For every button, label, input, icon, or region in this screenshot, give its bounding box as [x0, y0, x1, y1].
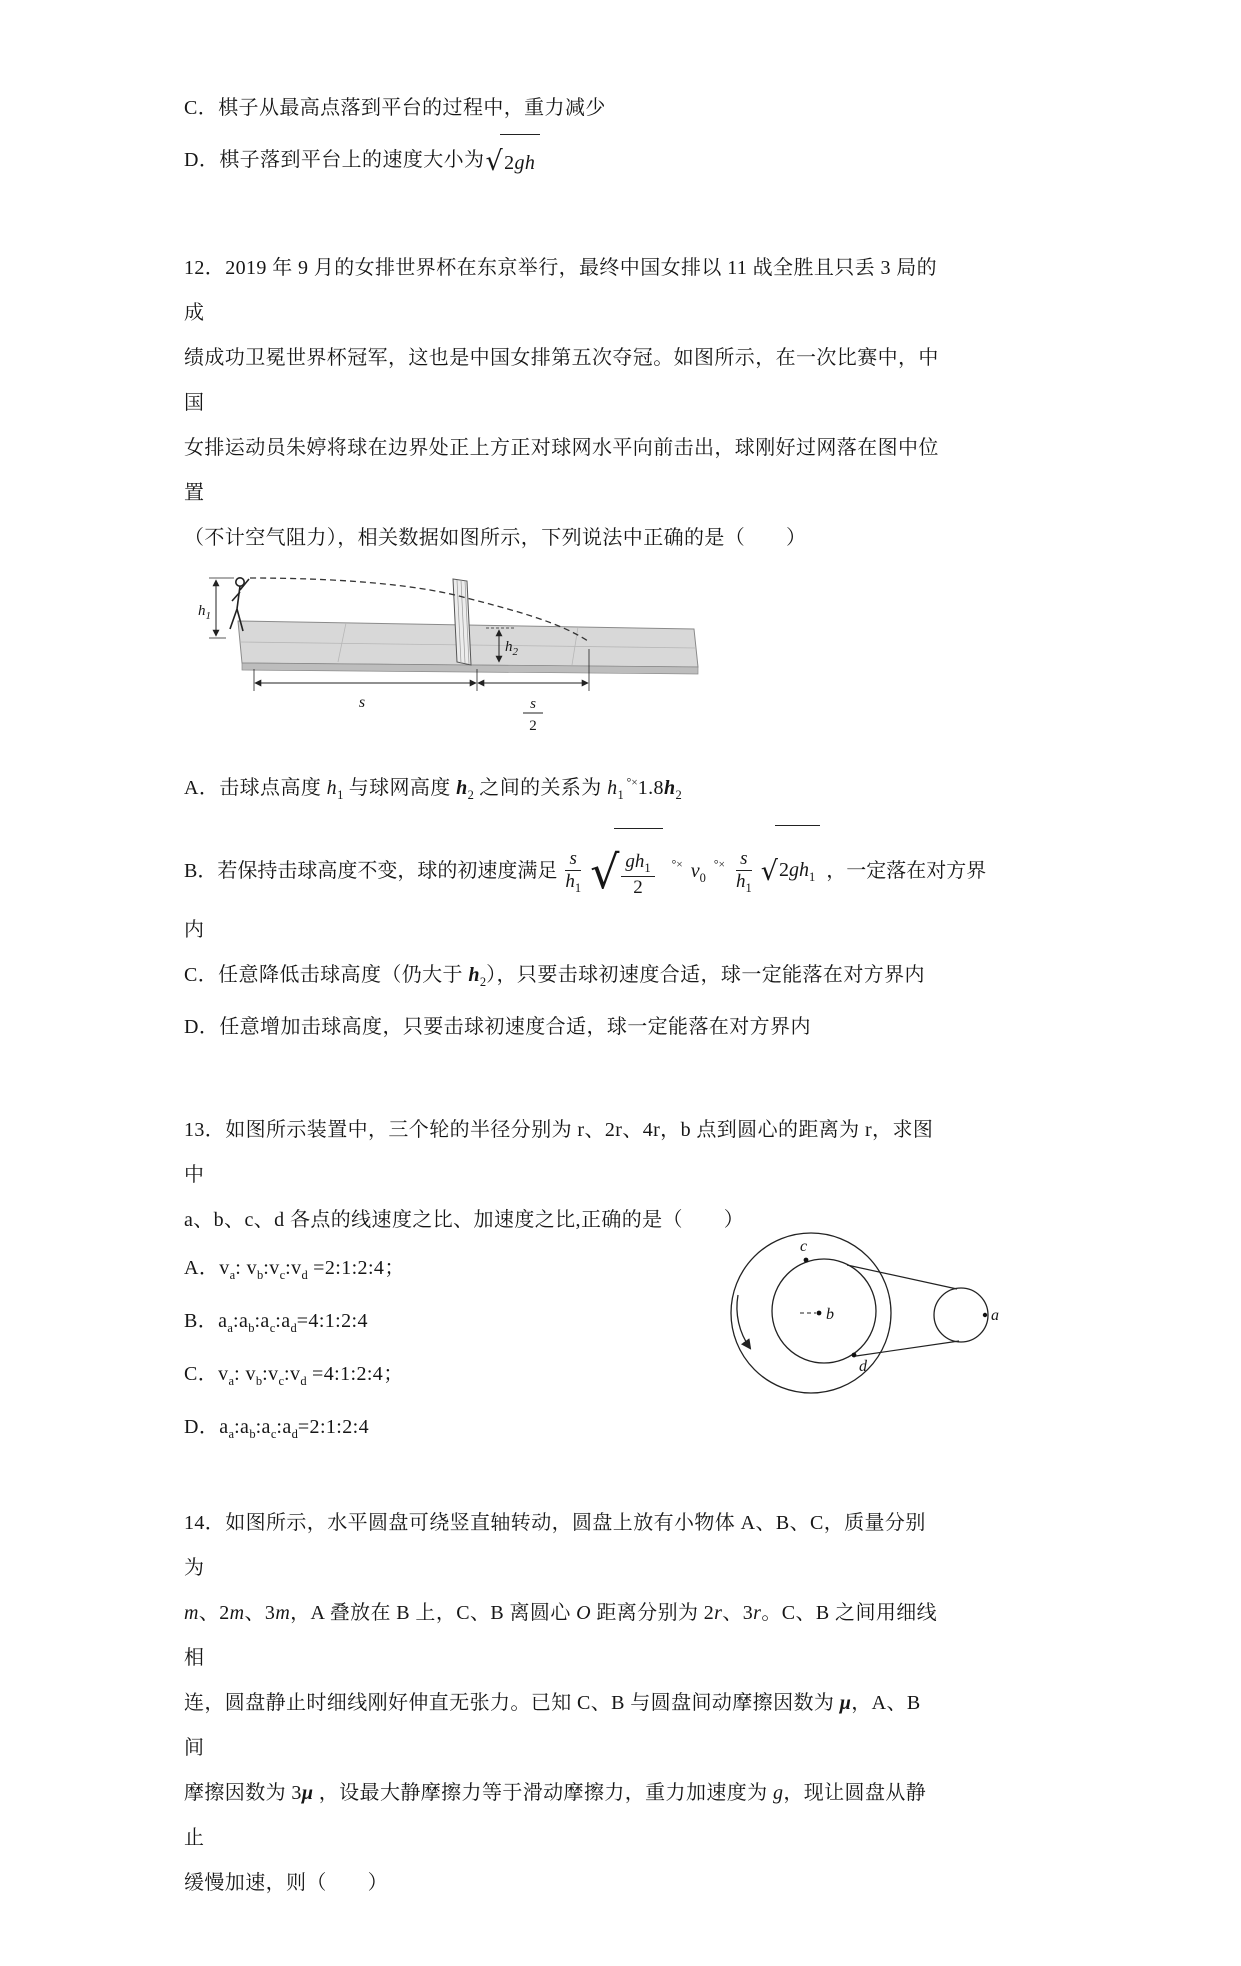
fraction-s-over-h1: $\frac{s}{h_1}$ [735, 848, 752, 895]
q12-option-c: C．任意降低击球高度（仍大于 $h_2$），只要击球初速度合适，球一定能落在对方界内 [184, 963, 925, 989]
stem-line: m、2m、3m，A 叠放在 B 上，C、B 离圆心 O 距离分别为 2r、3r。C、B 之间用细线相 [184, 1601, 938, 1669]
point-d-label: d [859, 1357, 867, 1375]
stem-line: 缓慢加速，则（ ） [184, 1871, 388, 1894]
radical-sign: √ [590, 845, 620, 900]
s-label: s [358, 693, 366, 711]
q13-options-row [184, 1237, 999, 1457]
svg-text:s: s [530, 695, 536, 712]
relation-symbol: °× [713, 858, 725, 871]
q13-option-d: D．$a_a:a_b:a_c:a_d=2:1:2:4$ [184, 1415, 370, 1441]
stem-line: 绩成功卫冕世界杯冠军，这也是中国女排第五次夺冠。如图所示，在一次比赛中，中国 [184, 346, 939, 414]
sqrt-2gh [485, 133, 540, 189]
radical-sign: √ [760, 856, 778, 888]
q11-option-c: C．棋子从最高点落到平台的过程中，重力减少 [184, 97, 606, 119]
q12-option-d: D．任意增加击球高度，只要击球初速度合适，球一定能落在对方界内 [184, 1015, 811, 1038]
stem-line: 14．如图所示，水平圆盘可绕竖直轴转动，圆盘上放有小物体 A、B、C，质量分别为 [184, 1511, 926, 1579]
small-wheel [934, 1288, 988, 1342]
sqrt-gh1-over-2: √ $\frac{gh_1}{2}$ [590, 828, 663, 916]
h2-label: $h_2$ [505, 638, 518, 658]
stem-line: 13．如图所示装置中，三个轮的半径分别为 r、2r、4r，b 点到圆心的距离为 r，求图中 [184, 1118, 934, 1186]
q12-option-b-prefix: B．若保持击球高度不变，球的初速度满足 [184, 859, 558, 882]
point-c-dot [804, 1257, 809, 1262]
stem-line: 连，圆盘静止时细线刚好伸直无张力。已知 C、B 与圆盘间动摩擦因数为 μ，A、B 间 [184, 1691, 921, 1759]
stem-line: （不计空气阻力），相关数据如图所示，下列说法中正确的是（ ） [184, 526, 807, 549]
s-half-label [523, 696, 543, 734]
rotation-arrow [737, 1295, 750, 1348]
fraction-s-over-h1: $\frac{s}{h_1}$ [565, 848, 582, 895]
q13-option-a: A．$v_a$: $v_b:v_c:v_d$ =2:1:2:4； [184, 1256, 405, 1282]
q12-option-b-suffix: ，一定落在对方界 [826, 859, 987, 882]
q13-option-c: C．$v_a$: $v_b:v_c:v_d$ =4:1:2:4； [184, 1362, 404, 1388]
point-b-label: b [826, 1305, 834, 1323]
q13-option-b: B．$a_a:a_b:a_c:a_d=4:1:2:4$ [184, 1309, 368, 1335]
point-b-dot [817, 1310, 822, 1315]
middle-wheel [772, 1259, 876, 1363]
q14-stem [184, 1501, 945, 1906]
stem-line: 女排运动员朱婷将球在边界处正上方正对球网水平向前击出，球刚好过网落在图中位置 [184, 436, 939, 504]
belt-bottom [856, 1341, 959, 1356]
v0-symbol: $v_0$ [690, 859, 706, 885]
point-d-dot [852, 1352, 857, 1357]
q11-option-d-text: D．棋子落到平台上的速度大小为 [184, 149, 485, 171]
point-a-label: a [991, 1306, 999, 1324]
svg-text:2: 2 [529, 717, 537, 734]
q11-option-d [184, 133, 945, 190]
q12-option-a: A．击球点高度 $h_1$ 与球网高度 $h_2$ 之间的关系为 $h_1$ $^{^\circ\times}1.8h_2$ [184, 776, 682, 802]
sqrt-2gh1: $√2gh_1$ [761, 825, 820, 920]
point-a-dot [983, 1312, 987, 1316]
q12-stem [184, 246, 945, 561]
h1-label: $h_1$ [198, 602, 211, 622]
q13-stem [184, 1108, 945, 1243]
q13-figure-wheels [716, 1225, 1016, 1405]
relation-symbol: °× [671, 858, 683, 871]
q12-figure-volleyball [196, 569, 716, 739]
stem-line: 摩擦因数为 3μ ，设最大静摩擦力等于滑动摩擦力，重力加速度为 g，现让圆盘从静止 [184, 1781, 927, 1849]
stem-line: 12．2019 年 9 月的女排世界杯在东京举行，最终中国女排以 11 战全胜且只丢 3 局的成 [184, 256, 938, 324]
q12-option-b-cont: 内 [184, 918, 205, 941]
q12-option-b [184, 822, 987, 908]
radical-sign: √ [485, 145, 504, 177]
point-c-label: c [800, 1237, 808, 1255]
stem-line: a、b、c、d 各点的线速度之比、加速度之比,正确的是（ ） [184, 1208, 745, 1231]
sqrt-2gh-body: 2gh [500, 134, 540, 190]
